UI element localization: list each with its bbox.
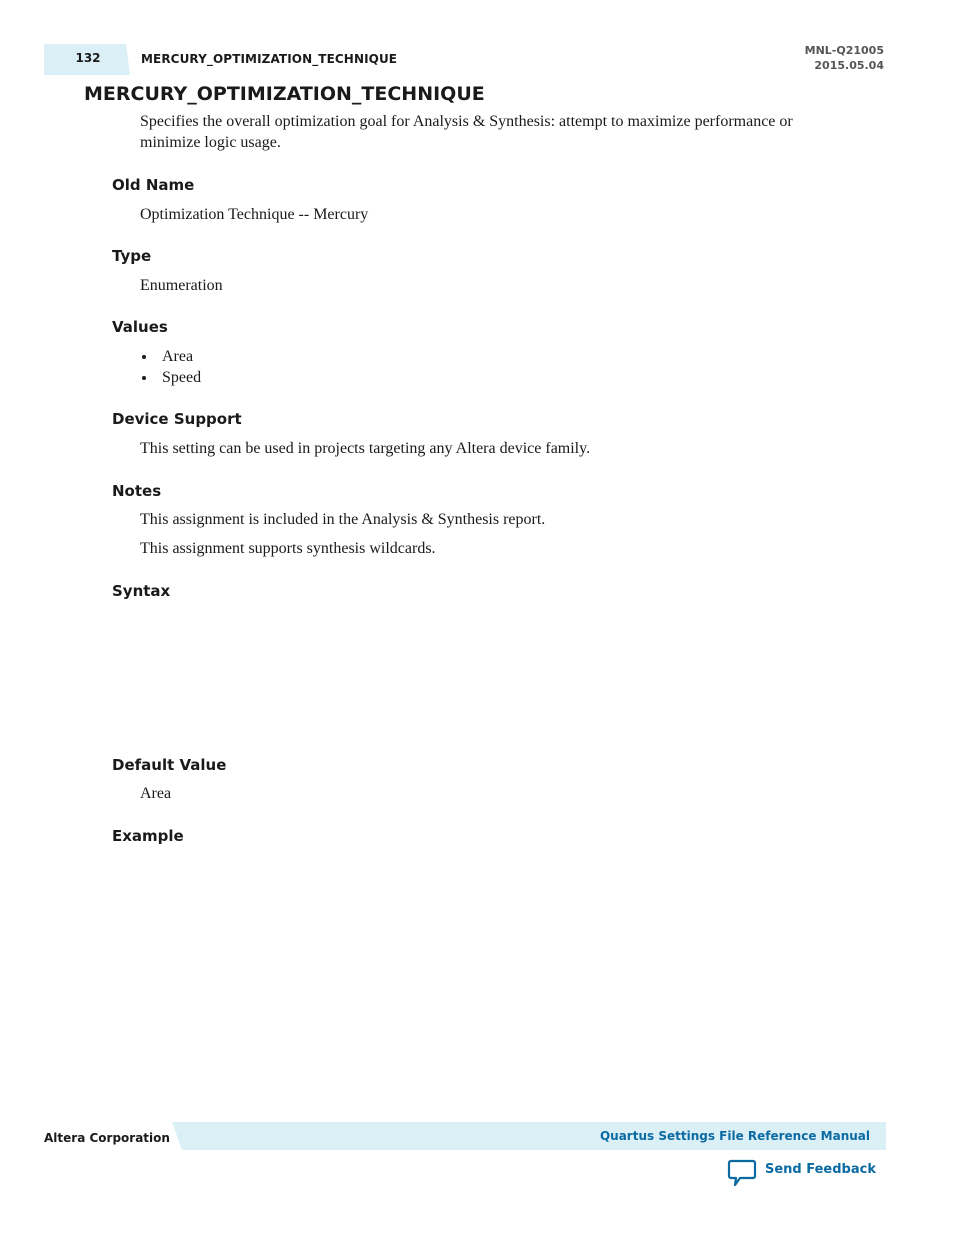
manual-title-link[interactable]: Quartus Settings File Reference Manual <box>599 1129 870 1143</box>
list-item: Area <box>140 346 201 367</box>
section-heading-device-support: Device Support <box>112 410 242 428</box>
running-title: MERCURY_OPTIMIZATION_TECHNIQUE <box>141 52 398 66</box>
device-support-text: This setting can be used in projects targeting any Altera device family. <box>140 440 591 457</box>
section-heading-syntax: Syntax <box>112 582 171 600</box>
default-value-text: Area <box>140 785 172 802</box>
section-heading-old-name: Old Name <box>112 176 195 194</box>
type-text: Enumeration <box>140 277 223 294</box>
speech-bubble-icon[interactable] <box>727 1159 757 1187</box>
company-name: Altera Corporation <box>44 1131 170 1145</box>
list-item: Speed <box>140 367 201 388</box>
send-feedback-link[interactable]: Send Feedback <box>765 1162 876 1177</box>
notes-line-2: This assignment supports synthesis wildcards. <box>140 540 436 557</box>
section-heading-default-value: Default Value <box>112 756 227 774</box>
section-heading-example: Example <box>112 827 184 845</box>
doc-date: 2015.05.04 <box>814 59 884 72</box>
section-heading-values: Values <box>112 318 168 336</box>
page-number: 132 <box>75 51 101 65</box>
old-name-text: Optimization Technique -- Mercury <box>140 206 369 223</box>
section-heading-type: Type <box>112 247 152 265</box>
section-heading-notes: Notes <box>112 482 162 500</box>
values-list <box>140 346 201 388</box>
doc-id: MNL-Q21005 <box>804 44 884 57</box>
doc-info <box>805 43 884 73</box>
description: Specifies the overall optimization goal for Analysis & Synthesis: attempt to maximize performance or minimize logic usage. <box>140 113 793 151</box>
notes-line-1: This assignment is included in the Analysis & Synthesis report. <box>140 511 546 528</box>
page-title: MERCURY_OPTIMIZATION_TECHNIQUE <box>84 83 485 105</box>
